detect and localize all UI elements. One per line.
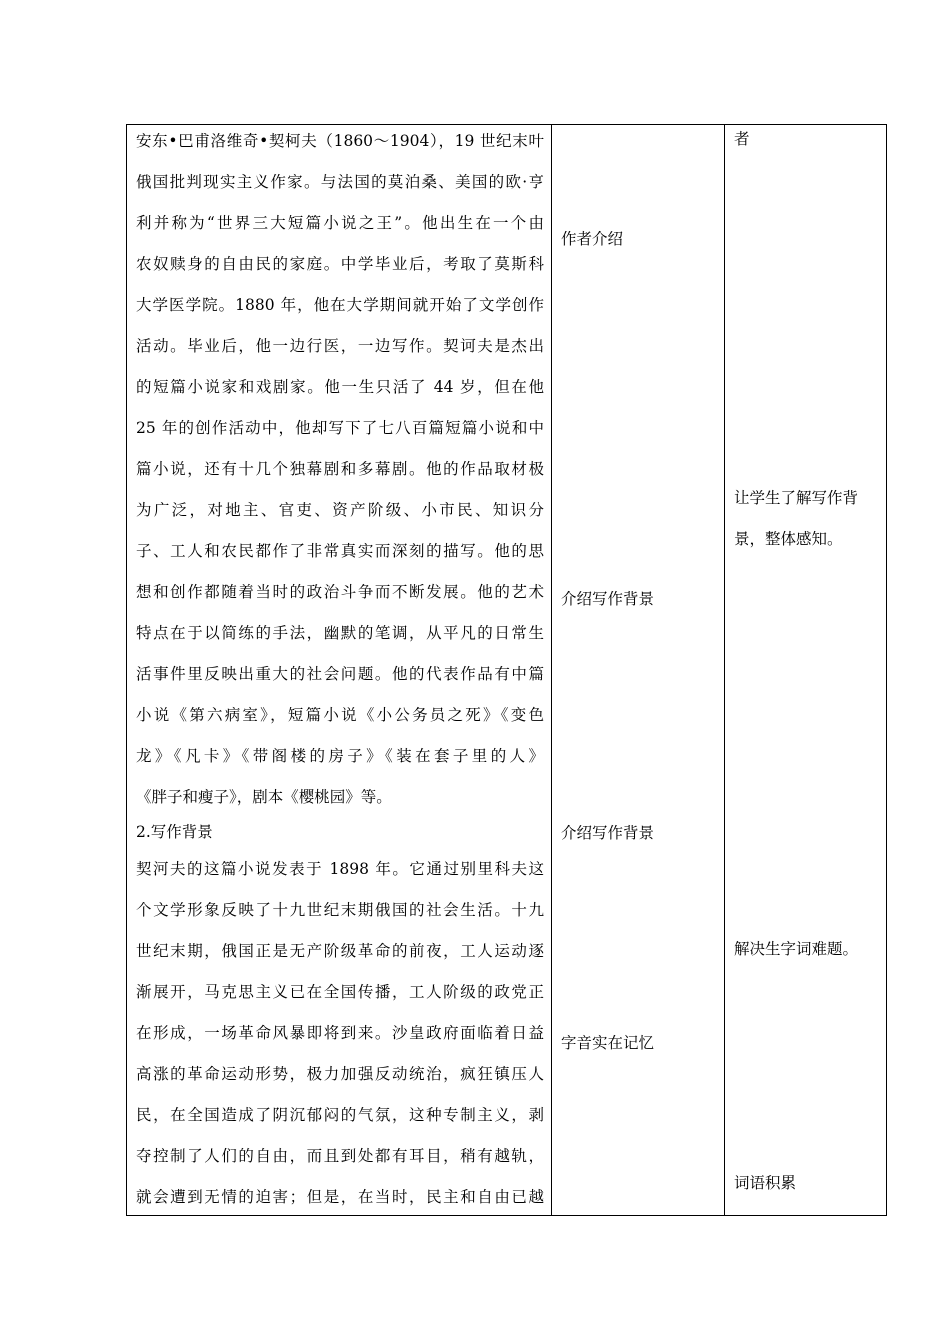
section-heading: 2.写作背景 bbox=[136, 823, 213, 841]
content-line: 个文学形象反映了十九世纪末期俄国的社会生活。十九 bbox=[136, 901, 544, 919]
content-column bbox=[127, 125, 551, 1215]
purpose-text: 景，整体感知。 bbox=[734, 530, 843, 548]
content-line: 农奴赎身的自由民的家庭。中学毕业后，考取了莫斯科 bbox=[136, 255, 544, 273]
content-line: 俄国批判现实主义作家。与法国的莫泊桑、美国的欧·亨 bbox=[136, 173, 544, 191]
content-line: 就会遭到无情的迫害；但是，在当时，民主和自由已越 bbox=[136, 1188, 544, 1206]
purpose-text: 解决生字词难题。 bbox=[734, 940, 859, 958]
activity-author-intro: 作者介绍 bbox=[561, 230, 624, 248]
content-line: 活动。毕业后，他一边行医，一边写作。契诃夫是杰出 bbox=[136, 337, 544, 355]
purpose-column bbox=[724, 125, 887, 1215]
purpose-text: 者 bbox=[734, 130, 750, 148]
content-line: 渐展开，马克思主义已在全国传播，工人阶级的政党正 bbox=[136, 983, 544, 1001]
content-line: 龙》《凡卡》《带阁楼的房子》《装在套子里的人》 bbox=[136, 747, 544, 765]
content-line: 夺控制了人们的自由，而且到处都有耳目，稍有越轨， bbox=[136, 1147, 544, 1165]
content-line: 小说《第六病室》，短篇小说《小公务员之死》《变色 bbox=[136, 706, 544, 724]
lesson-table bbox=[126, 124, 887, 1216]
purpose-text: 让学生了解写作背 bbox=[734, 489, 859, 507]
activity-pronunciation: 字音实在记忆 bbox=[561, 1034, 655, 1052]
content-line: 民，在全国造成了阴沉郁闷的气氛，这种专制主义，剥 bbox=[136, 1106, 544, 1124]
purpose-text: 词语积累 bbox=[734, 1174, 797, 1192]
content-line: 世纪末期，俄国正是无产阶级革命的前夜，工人运动逐 bbox=[136, 942, 544, 960]
content-line: 利并称为“世界三大短篇小说之王”。他出生在一个由 bbox=[136, 214, 544, 232]
content-line: 特点在于以简练的手法，幽默的笔调，从平凡的日常生 bbox=[136, 624, 544, 642]
content-line: 大学医学院。1880 年，他在大学期间就开始了文学创作 bbox=[136, 296, 544, 314]
content-line: 在形成，一场革命风暴即将到来。沙皇政府面临着日益 bbox=[136, 1024, 544, 1042]
activity-background-intro: 介绍写作背景 bbox=[561, 824, 655, 842]
content-line: 活事件里反映出重大的社会问题。他的代表作品有中篇 bbox=[136, 665, 544, 683]
content-line: 为广泛，对地主、官吏、资产阶级、小市民、知识分 bbox=[136, 501, 544, 519]
content-line: 子、工人和农民都作了非常真实而深刻的描写。他的思 bbox=[136, 542, 544, 560]
activity-column bbox=[551, 125, 725, 1215]
activity-background-intro: 介绍写作背景 bbox=[561, 590, 655, 608]
content-line: 篇小说，还有十几个独幕剧和多幕剧。他的作品取材极 bbox=[136, 460, 544, 478]
content-line: 《胖子和瘦子》，剧本《樱桃园》等。 bbox=[136, 788, 392, 806]
content-line: 25 年的创作活动中，他却写下了七八百篇短篇小说和中 bbox=[136, 419, 544, 437]
content-line: 安东•巴甫洛维奇•契柯夫（1860～1904），19 世纪末叶 bbox=[136, 132, 544, 150]
content-line: 想和创作都随着当时的政治斗争而不断发展。他的艺术 bbox=[136, 583, 544, 601]
content-line: 的短篇小说家和戏剧家。他一生只活了 44 岁，但在他 bbox=[136, 378, 544, 396]
content-line: 高涨的革命运动形势，极力加强反动统治，疯狂镇压人 bbox=[136, 1065, 544, 1083]
content-line: 契河夫的这篇小说发表于 1898 年。它通过别里科夫这 bbox=[136, 860, 544, 878]
